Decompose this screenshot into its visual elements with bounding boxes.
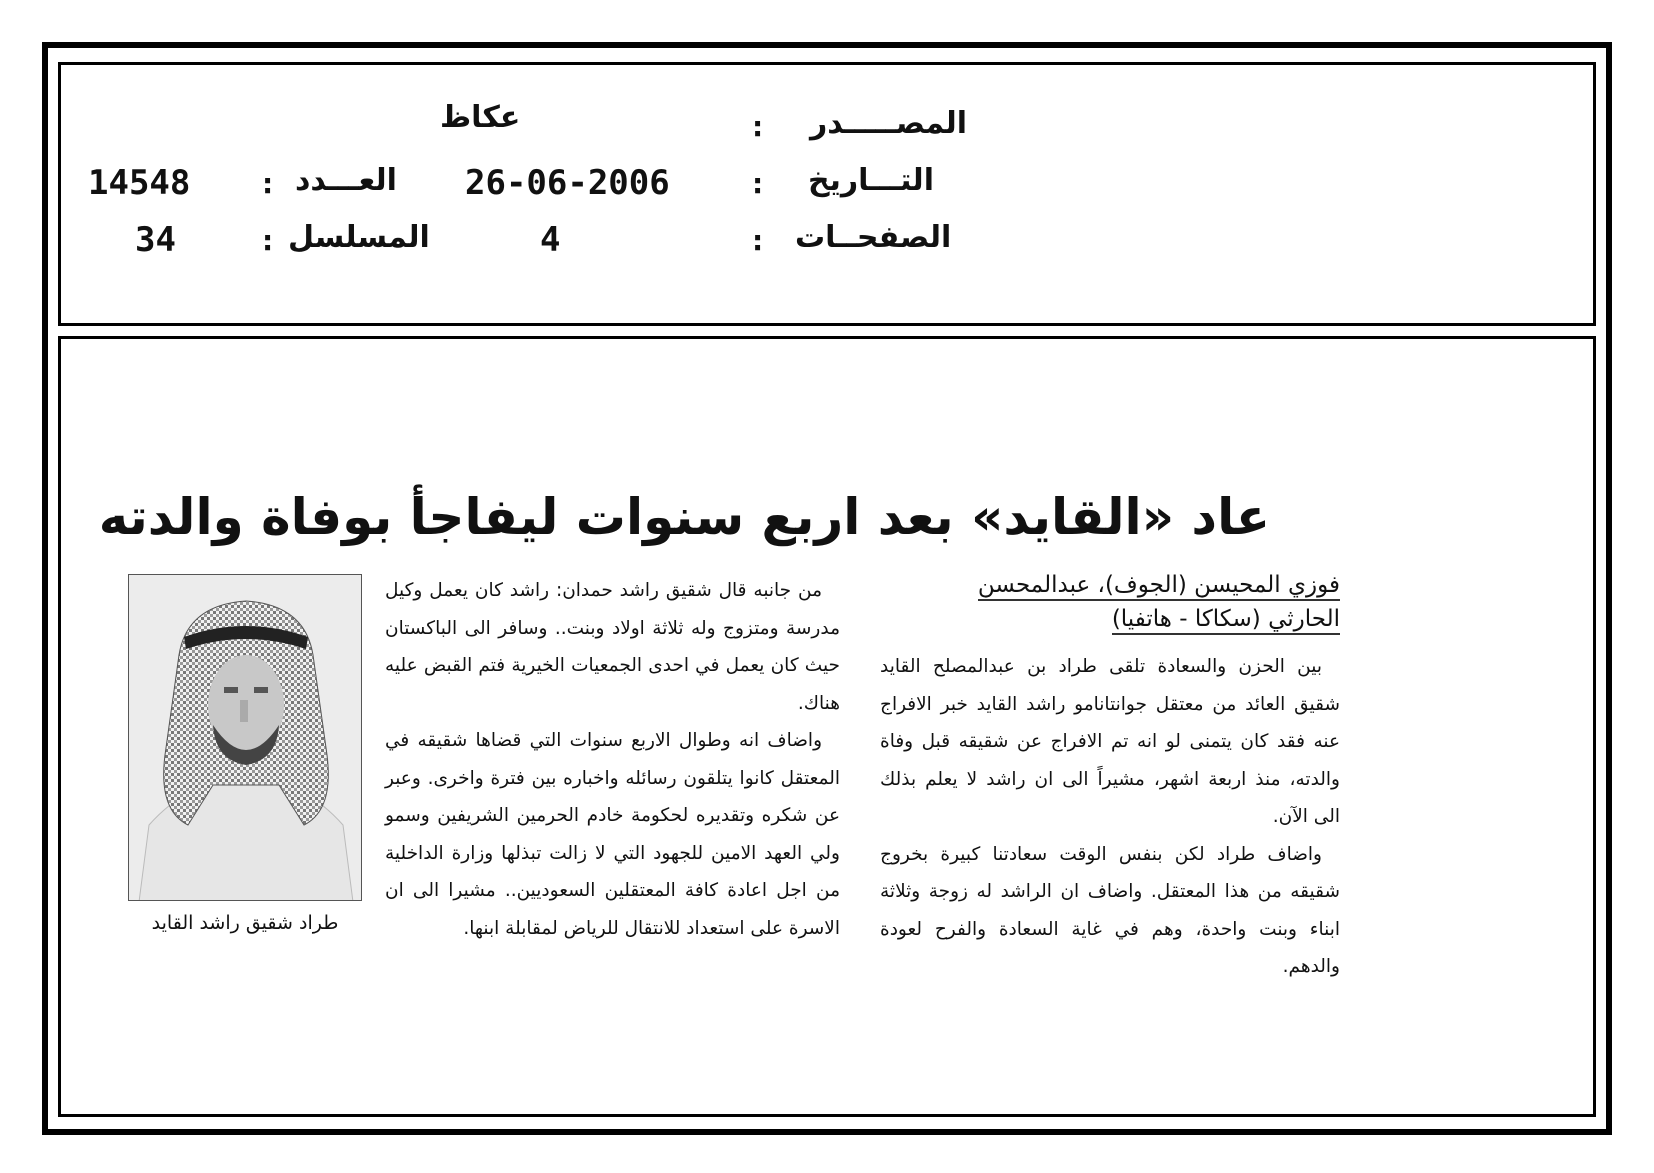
portrait-photo xyxy=(128,574,362,901)
byline-line-2: الحارثي (سكاكا - هاتفيا) xyxy=(1112,606,1340,635)
serial-value: 34 xyxy=(135,220,176,260)
pages-label: الصفحــات xyxy=(795,220,952,255)
source-value: عكاظ xyxy=(440,100,521,135)
paragraph: من جانبه قال شقيق راشد حمدان: راشد كان يعمل وكيل مدرسة ومتزوج وله ثلاثة اولاد وبنت.. وسافر الى الباكستان حيث كان يعمل في احدى الجمعيات الخيرية فتم القبض عليه هناك. xyxy=(385,580,840,714)
issue-colon: : xyxy=(262,167,274,200)
pages-colon: : xyxy=(752,224,764,257)
article-byline xyxy=(880,568,1340,636)
serial-label: المسلسل xyxy=(288,220,430,255)
date-value: 26-06-2006 xyxy=(465,163,670,203)
serial-colon: : xyxy=(262,224,274,257)
photo-caption: طراد شقيق راشد القايد xyxy=(151,912,339,934)
date-label: التـــاريخ xyxy=(808,163,934,198)
portrait-illustration xyxy=(129,575,362,901)
article-column-left xyxy=(385,572,840,947)
source-label: المصـــــدر xyxy=(810,106,968,141)
pages-value: 4 xyxy=(540,220,561,260)
article-headline: عاد «القايد» بعد اربع سنوات ليفاجأ بوفاة والدته xyxy=(98,488,1270,546)
paragraph: واضاف طراد لكن بنفس الوقت سعادتنا كبيرة بخروج شقيقه من هذا المعتقل. واضاف ان الراشد له زوجة وثلاثة ابناء وبنت واحدة، وهم في غاية السعادة والفرح لعودة والدهم. xyxy=(880,843,1340,977)
issue-label: العـــدد xyxy=(295,163,397,198)
issue-value: 14548 xyxy=(88,163,191,203)
date-colon: : xyxy=(752,167,764,200)
paragraph: واضاف انه وطوال الاربع سنوات التي قضاها شقيقه في المعتقل كانوا يتلقون رسائله واخباره بين فترة واخرى. وعبر عن شكره وتقديره لحكومة خادم الحرمين الشريفين وسمو ولي العهد الامين للجهود التي لا زالت تبذلها وزارة الداخلية من اجل اعادة كافة المعتقلين السعوديين.. مشيرا الى ان الاسرة على استعداد للانتقال للرياض لمقابلة ابنها. xyxy=(385,730,840,939)
byline-line-1: فوزي المحيسن (الجوف)، عبدالمحسن xyxy=(978,572,1340,601)
article-column-right xyxy=(880,648,1340,986)
paragraph: بين الحزن والسعادة تلقى طراد بن عبدالمصلح القايد شقيق العائد من معتقل جوانتانامو راشد القايد خبر الافراج عنه فقد كان يتمنى لو انه تم الافراج عن شقيقه قبل وفاة والدته، منذ اربعة اشهر، مشيراً الى ان راشد لا يعلم بذلك الى الآن. xyxy=(880,656,1340,827)
source-colon: : xyxy=(752,110,764,143)
